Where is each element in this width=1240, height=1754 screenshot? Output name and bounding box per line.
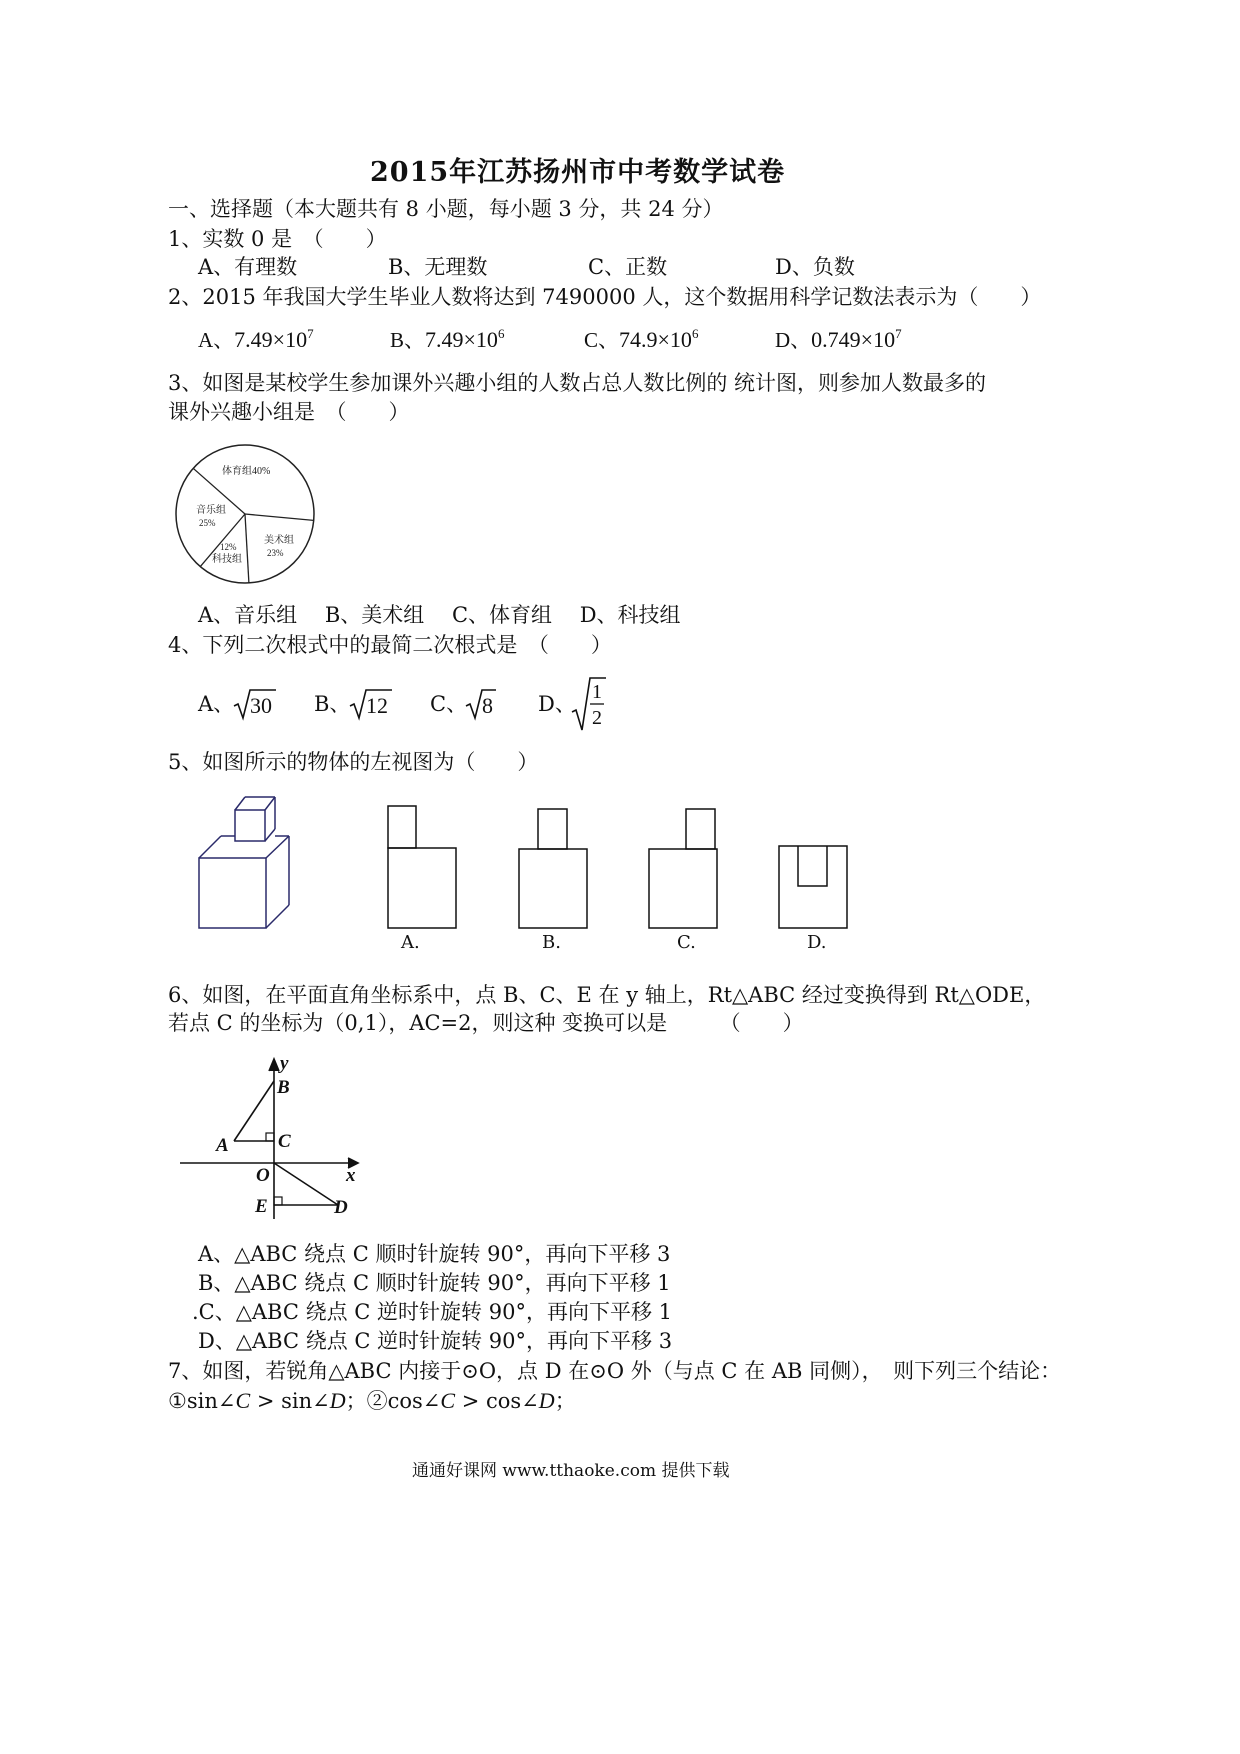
label-d: D [334,1197,348,1218]
view-option-c [646,803,721,933]
label-x: x [346,1165,356,1186]
question-2-option-a: A、$7.49\times 10^7$ [198,326,314,352]
pie-label-sports: 体育组40% [222,466,271,477]
radicand-b: 12 [366,693,388,718]
question-2-option-c: C、$74.9\times 10^6$ [584,326,699,352]
view-option-a [385,803,460,933]
solid-object-figure [195,793,300,933]
view-option-a-label: A. [401,932,420,953]
question-3-line-1: 3、如图是某校学生参加课外兴趣小组的人数占总人数比例的 统计图，则参加人数最多的 [168,371,987,395]
pie-label-music: 音乐组 [196,505,226,516]
question-1-option-c: C、正数 [588,255,668,279]
label-c: C [278,1131,291,1152]
question-2-option-b: B、$7.49\times 10^6$ [390,326,505,352]
view-option-d [776,843,851,933]
fraction-denominator: 2 [592,707,602,729]
footer-credit: 通通好课网 www.tthaoke.com 提供下载 [412,1461,730,1481]
pie-chart [175,445,325,585]
question-5-stem: 5、如图所示的物体的左视图为（ ） [168,750,539,774]
question-7-line-1: 7、如图，若锐角△ABC 内接于⊙O，点 D 在⊙O 外（与点 C 在 AB 同侧）， 则下列三个结论： [168,1359,1062,1383]
question-3-line-2: 课外兴趣小组是 （ ） [168,400,410,424]
label-a: A [216,1135,229,1156]
pie-label-tech-percent: 12% [220,542,237,552]
question-2-stem: 2、2015 年我国大学生毕业人数将达到 7490000 人，这个数据用科学记数法表示为（ ） [168,285,1042,309]
pie-label-art-percent: 23% [267,548,284,558]
question-6-line-2: 若点 C 的坐标为（0,1），AC=2，则这种 变换可以是 （ ） [168,1011,804,1035]
view-option-c-label: C. [677,932,696,953]
view-option-b [516,803,591,933]
label-b: B [277,1077,290,1098]
pie-label-art: 美术组 [264,535,294,546]
question-6-line-1: 6、如图，在平面直角坐标系中，点 B、C、E 在 y 轴上，Rt△ABC 经过变换得到 Rt△ODE， [168,983,1046,1007]
question-1-stem: 1、实数 0 是 （ ） [168,227,387,251]
section-heading: 一、选择题（本大题共有 8 小题，每小题 3 分，共 24 分） [168,197,724,221]
question-4-stem: 4、下列二次根式中的最简二次根式是 （ ） [168,633,612,657]
radicand-a: 30 [250,693,272,718]
radicand-c: 8 [482,693,493,718]
page-title: 2015年江苏扬州市中考数学试卷 [370,157,786,188]
question-6-option-a: A、△ABC 绕点 C 顺时针旋转 90°，再向下平移 3 [198,1242,671,1266]
question-1-option-b: B、无理数 [388,255,488,279]
question-1-option-a: A、有理数 [198,255,298,279]
pie-label-tech: 科技组 [212,554,242,565]
pie-label-music-percent: 25% [199,518,216,528]
question-1-option-d: D、负数 [775,255,855,279]
view-option-d-label: D. [807,932,827,953]
label-y: y [280,1053,289,1074]
question-6-option-c: .C、△ABC 绕点 C 逆时针旋转 90°，再向下平移 1 [192,1300,672,1324]
question-2-option-d: D、$0.749\times 10^7$ [775,326,902,352]
label-o: O [256,1165,270,1186]
view-option-b-label: B. [542,932,561,953]
fraction-numerator: 1 [592,681,602,703]
label-e: E [255,1196,268,1217]
question-3-options: A、音乐组 B、美术组 C、体育组 D、科技组 [198,603,681,627]
question-7-line-2: ①sin∠C > sin∠D；②cos∠C > cos∠D； [168,1388,576,1413]
question-6-option-b: B、△ABC 绕点 C 顺时针旋转 90°，再向下平移 1 [198,1271,671,1295]
question-6-option-d: D、△ABC 绕点 C 逆时针旋转 90°，再向下平移 3 [198,1329,673,1353]
coordinate-figure [178,1055,368,1225]
